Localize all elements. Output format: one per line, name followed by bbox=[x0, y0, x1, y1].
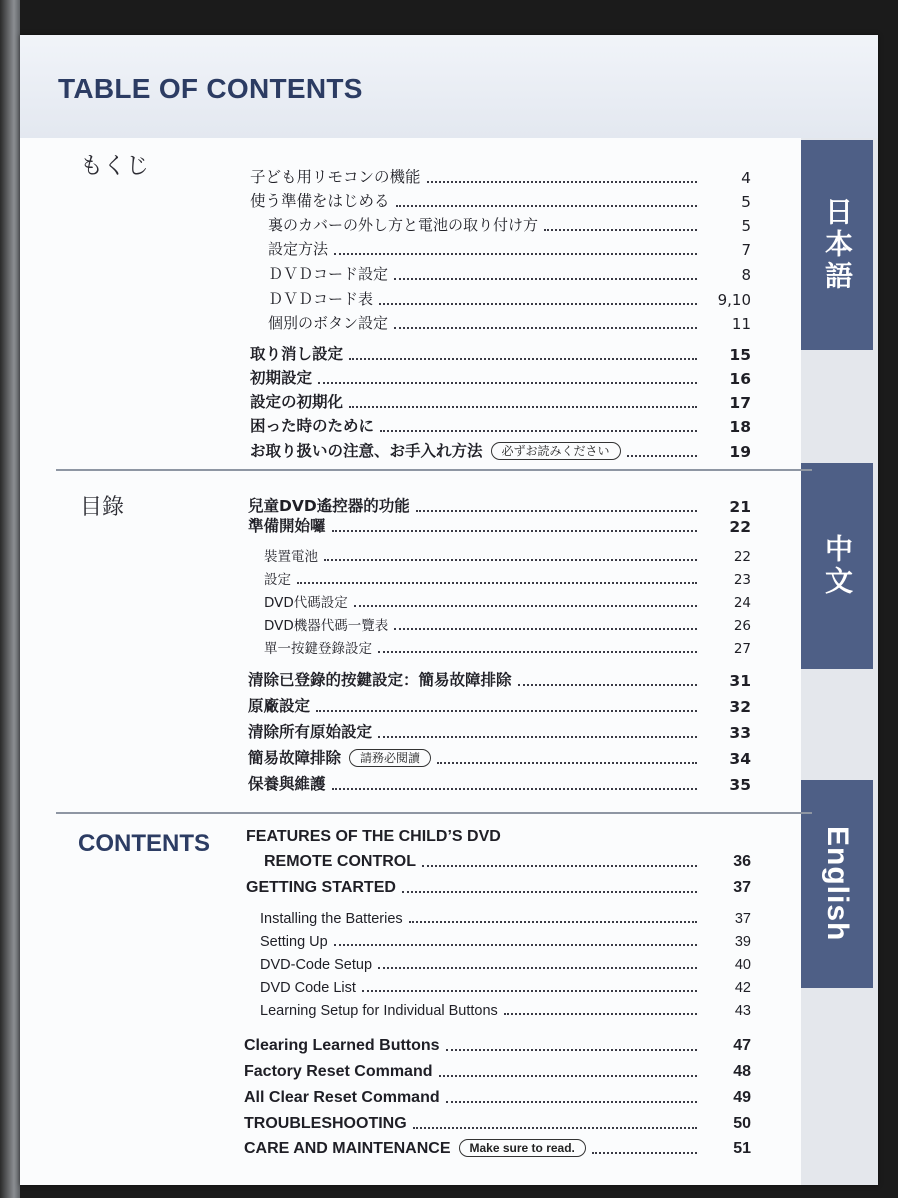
toc-entry-page-number: 36 bbox=[733, 853, 751, 870]
dot-leader bbox=[446, 1049, 697, 1051]
dot-leader bbox=[379, 303, 697, 305]
section-divider bbox=[56, 469, 812, 471]
dot-leader bbox=[324, 559, 697, 561]
toc-entry-page-number: 40 bbox=[734, 957, 751, 973]
english-heading: CONTENTS bbox=[78, 830, 210, 857]
toc-entry[interactable] bbox=[246, 873, 751, 897]
toc-entry-label: 保養與維護 bbox=[248, 775, 326, 793]
toc-entry-page-number: 37 bbox=[734, 911, 751, 927]
toc-entry[interactable] bbox=[248, 667, 751, 690]
booklet-spine bbox=[0, 0, 20, 1198]
toc-entry-page-number: 43 bbox=[734, 1003, 751, 1019]
toc-entry-label: 設定方法 bbox=[268, 240, 329, 258]
dot-leader bbox=[427, 181, 697, 183]
toc-entry[interactable] bbox=[268, 309, 751, 333]
toc-entry-label: 個別のボタン設定 bbox=[268, 314, 389, 332]
toc-entry[interactable] bbox=[260, 973, 751, 996]
toc-entry[interactable] bbox=[264, 542, 751, 565]
toc-entry-page-number: 5 bbox=[741, 193, 751, 211]
toc-entry[interactable] bbox=[260, 996, 751, 1019]
toc-entry-page-number: 7 bbox=[741, 241, 751, 259]
dot-leader bbox=[437, 762, 697, 764]
dot-leader bbox=[402, 891, 697, 893]
toc-entry[interactable] bbox=[248, 693, 751, 716]
toc-entry[interactable] bbox=[248, 771, 751, 794]
toc-entry[interactable] bbox=[264, 634, 751, 657]
toc-entry-page-number: 26 bbox=[733, 618, 751, 634]
tab-japanese-label: 日本語 bbox=[821, 197, 854, 293]
toc-entry[interactable] bbox=[244, 1057, 751, 1081]
toc-entry[interactable] bbox=[268, 285, 751, 309]
toc-entry[interactable] bbox=[264, 565, 751, 588]
dot-leader bbox=[316, 710, 697, 712]
read-notice-badge: 必ずお読みください bbox=[491, 442, 621, 460]
dot-leader bbox=[592, 1152, 697, 1154]
dot-leader bbox=[349, 358, 697, 360]
dot-leader bbox=[627, 455, 697, 457]
toc-entry-page-number: 37 bbox=[733, 879, 751, 896]
toc-entry-label: 取り消し設定 bbox=[250, 345, 344, 363]
toc-entry-label: ＤＶＤコード表 bbox=[268, 290, 374, 308]
toc-entry-label: 設定の初期化 bbox=[250, 393, 344, 411]
toc-entry-page-number: 42 bbox=[734, 980, 751, 996]
toc-entry-page-number: 18 bbox=[729, 418, 751, 436]
dot-leader bbox=[318, 382, 697, 384]
toc-entry-label: 使う準備をはじめる bbox=[250, 192, 390, 210]
page-title: TABLE OF CONTENTS bbox=[58, 73, 363, 104]
toc-entry[interactable] bbox=[250, 388, 751, 412]
dot-leader bbox=[409, 921, 697, 923]
toc-entry-page-number: 22 bbox=[729, 518, 751, 536]
toc-entry-page-number: 23 bbox=[733, 572, 751, 588]
dot-leader bbox=[378, 736, 697, 738]
toc-entry-page-number: 51 bbox=[733, 1140, 751, 1157]
tab-japanese[interactable] bbox=[801, 140, 873, 350]
toc-entry[interactable] bbox=[268, 235, 751, 259]
toc-entry-page-number: 21 bbox=[729, 498, 751, 516]
toc-entry-page-number: 47 bbox=[733, 1037, 751, 1054]
dot-leader bbox=[518, 684, 697, 686]
chinese-heading: 目錄 bbox=[80, 495, 125, 520]
toc-entry-label: 簡易故障排除 bbox=[248, 749, 342, 767]
toc-entry-page-number: 33 bbox=[729, 724, 751, 742]
toc-entry[interactable] bbox=[268, 260, 751, 284]
toc-entry-label: DVD-Code Setup bbox=[260, 957, 373, 973]
dot-leader bbox=[349, 406, 697, 408]
toc-entry[interactable] bbox=[250, 412, 751, 436]
toc-entry[interactable] bbox=[244, 1134, 751, 1158]
toc-entry-label: お取り扱いの注意、お手入れ方法 bbox=[250, 442, 483, 460]
toc-entry[interactable] bbox=[250, 340, 751, 364]
dot-leader bbox=[504, 1013, 697, 1015]
toc-entry-page-number: 24 bbox=[733, 595, 751, 611]
toc-entry-page-number: 19 bbox=[729, 443, 751, 461]
toc-entry-label: REMOTE CONTROL bbox=[264, 853, 416, 870]
read-notice-badge: Make sure to read. bbox=[459, 1139, 586, 1157]
toc-entry-label: 原廠設定 bbox=[248, 697, 311, 715]
dot-leader bbox=[439, 1075, 698, 1077]
toc-entry-page-number: 22 bbox=[733, 549, 751, 565]
dot-leader bbox=[446, 1101, 697, 1103]
toc-entry-label: 清除已登錄的按鍵設定：簡易故障排除 bbox=[248, 671, 512, 689]
dot-leader bbox=[380, 430, 697, 432]
dot-leader bbox=[394, 327, 697, 329]
toc-entry-label: 初期設定 bbox=[250, 369, 313, 387]
dot-leader bbox=[334, 944, 697, 946]
toc-entry-page-number: 17 bbox=[729, 394, 751, 412]
toc-entry-label: Factory Reset Command bbox=[244, 1063, 433, 1080]
dot-leader bbox=[413, 1127, 697, 1129]
dot-leader bbox=[332, 530, 697, 532]
toc-entry[interactable] bbox=[248, 719, 751, 742]
tab-english-label: English bbox=[821, 826, 854, 942]
toc-entry[interactable] bbox=[264, 847, 751, 871]
toc-entry[interactable] bbox=[260, 950, 751, 973]
section-divider bbox=[56, 812, 812, 814]
toc-entry-page-number: 31 bbox=[729, 672, 751, 690]
toc-entry[interactable] bbox=[250, 437, 751, 461]
dot-leader bbox=[332, 788, 697, 790]
toc-entry-label: 設定 bbox=[264, 572, 291, 588]
toc-entry-label: 子ども用リモコンの機能 bbox=[250, 168, 421, 186]
toc-entry-label: Setting Up bbox=[260, 934, 328, 950]
english-toc-first-line: FEATURES OF THE CHILD’S DVD bbox=[246, 828, 501, 845]
toc-entry-label: 裝置電池 bbox=[264, 549, 318, 565]
toc-entry-label: 裏のカバーの外し方と電池の取り付け方 bbox=[268, 216, 539, 234]
toc-entry[interactable] bbox=[268, 211, 751, 235]
dot-leader bbox=[396, 205, 697, 207]
toc-entry-label: 單一按鍵登錄設定 bbox=[264, 641, 372, 657]
dot-leader bbox=[297, 582, 697, 584]
toc-entry[interactable] bbox=[260, 927, 751, 950]
toc-entry-label: DVD Code List bbox=[260, 980, 356, 996]
toc-entry-page-number: 48 bbox=[733, 1063, 751, 1080]
read-notice-badge: 請務必閱讀 bbox=[349, 749, 431, 767]
tab-chinese-label: 中文 bbox=[821, 534, 854, 598]
toc-entry-label: ＤＶＤコード設定 bbox=[268, 265, 389, 283]
toc-entry-label: 困った時のために bbox=[250, 417, 375, 435]
toc-entry-label: 清除所有原始設定 bbox=[248, 723, 373, 741]
dot-leader bbox=[378, 967, 697, 969]
document-page bbox=[20, 35, 878, 1185]
japanese-heading: もくじ bbox=[80, 153, 149, 179]
toc-entry-page-number: 27 bbox=[733, 641, 751, 657]
toc-entry-page-number: 32 bbox=[729, 698, 751, 716]
toc-entry-page-number: 34 bbox=[729, 750, 751, 768]
tab-chinese[interactable] bbox=[801, 463, 873, 669]
toc-entry[interactable] bbox=[260, 904, 751, 927]
toc-entry-page-number: 50 bbox=[733, 1115, 751, 1132]
toc-entry-label: GETTING STARTED bbox=[246, 879, 396, 896]
toc-entry-page-number: 15 bbox=[729, 346, 751, 364]
toc-entry-label: All Clear Reset Command bbox=[244, 1089, 440, 1106]
toc-entry-page-number: 5 bbox=[741, 217, 751, 235]
toc-entry[interactable] bbox=[244, 1083, 751, 1107]
toc-entry-page-number: 9,10 bbox=[717, 291, 751, 309]
toc-entry[interactable] bbox=[264, 611, 751, 634]
toc-entry-page-number: 35 bbox=[729, 776, 751, 794]
toc-entry-label: 準備開始囉 bbox=[248, 517, 326, 535]
toc-entry-label: DVD機器代碼一覽表 bbox=[264, 618, 389, 634]
toc-entry[interactable] bbox=[250, 187, 751, 211]
dot-leader bbox=[362, 990, 697, 992]
toc-entry[interactable] bbox=[264, 588, 751, 611]
toc-entry-page-number: 4 bbox=[741, 169, 751, 187]
dot-leader bbox=[394, 278, 697, 280]
toc-entry-label: DVD代碼設定 bbox=[264, 595, 348, 611]
dot-leader bbox=[394, 628, 697, 630]
toc-entry-label: CARE AND MAINTENANCE bbox=[244, 1140, 451, 1157]
toc-entry-label: TROUBLESHOOTING bbox=[244, 1115, 407, 1132]
dot-leader bbox=[422, 865, 697, 867]
dot-leader bbox=[378, 651, 697, 653]
toc-entry[interactable] bbox=[250, 163, 751, 187]
toc-entry-page-number: 11 bbox=[731, 315, 751, 333]
toc-entry-label: Installing the Batteries bbox=[260, 911, 403, 927]
dot-leader bbox=[544, 229, 697, 231]
toc-entry[interactable] bbox=[250, 364, 751, 388]
dot-leader bbox=[334, 253, 697, 255]
toc-entry-page-number: 8 bbox=[741, 266, 751, 284]
toc-entry[interactable] bbox=[244, 1031, 751, 1055]
toc-entry[interactable] bbox=[244, 1109, 751, 1133]
toc-entry-label: Clearing Learned Buttons bbox=[244, 1037, 440, 1054]
toc-entry[interactable] bbox=[248, 745, 751, 768]
toc-entry-page-number: 49 bbox=[733, 1089, 751, 1106]
toc-entry-page-number: 39 bbox=[734, 934, 751, 950]
toc-entry-page-number: 16 bbox=[729, 370, 751, 388]
toc-entry-label: Learning Setup for Individual Buttons bbox=[260, 1003, 498, 1019]
dot-leader bbox=[354, 605, 697, 607]
toc-entry-label: 兒童DVD遙控器的功能 bbox=[248, 497, 410, 515]
toc-entry[interactable] bbox=[248, 513, 751, 536]
dot-leader bbox=[416, 510, 697, 512]
